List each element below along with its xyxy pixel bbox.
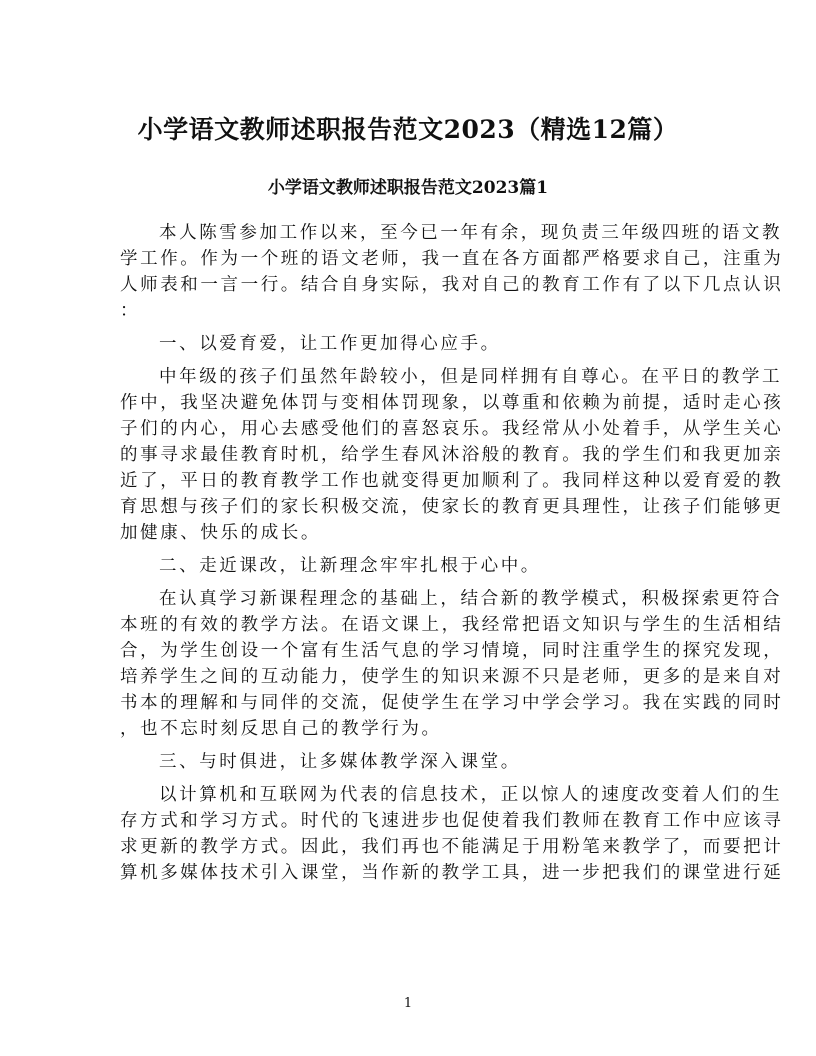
text-line: 子们的内心，用心去感受他们的喜怒哀乐。我经常从小处着手，从学生关心 xyxy=(120,419,784,439)
paragraph xyxy=(120,553,700,579)
text-line: 中年级的孩子们虽然年龄较小，但是同样拥有自尊心。在平日的教学工 xyxy=(159,367,783,387)
text-line: 作中，我坚决避免体罚与变相体罚现象，以尊重和依赖为前提，适时走心孩 xyxy=(120,393,784,413)
text-line: 近了，平日的教育教学工作也就变得更加顺利了。我同样这种以爱育爱的教 xyxy=(120,471,784,491)
page-number: 1 xyxy=(403,996,413,1011)
text-line: 加健康、快乐的成长。 xyxy=(120,523,321,543)
paragraph xyxy=(120,749,700,775)
text-line: 学工作。作为一个班的语文老师，我一直在各方面都严格要求自己，注重为 xyxy=(120,249,784,269)
text-line: 育思想与孩子们的家长积极交流，使家长的教育更具理性，让孩子们能够更 xyxy=(120,497,784,517)
document-body xyxy=(120,220,784,893)
document-title: 小学语文教师述职报告范文2023（精选12篇） xyxy=(137,115,679,144)
text-line: 一、以爱育爱，让工作更加得心应手。 xyxy=(159,334,501,354)
text-line: 人师表和一言一行。结合自身实际，我对自己的教育工作有了以下几点认识 xyxy=(120,275,784,295)
text-line: 三、与时俱进，让多媒体教学深入课堂。 xyxy=(159,752,521,772)
paragraph xyxy=(120,586,784,742)
text-line: 存方式和学习方式。时代的飞速进步也促使着我们教师在教育工作中应该寻 xyxy=(120,811,784,831)
paragraph xyxy=(120,364,784,546)
paragraph xyxy=(120,220,784,324)
text-line: 的事寻求最佳教育时机，给学生春风沐浴般的教育。我的学生们和我更加亲 xyxy=(120,445,784,465)
text-line: 以计算机和互联网为代表的信息技术，正以惊人的速度改变着人们的生 xyxy=(159,785,783,805)
text-line: 求更新的教学方式。因此，我们再也不能满足于用粉笔来教学了，而要把计 xyxy=(120,837,784,857)
text-line: 合，为学生创设一个富有生活气息的学习情境，同时注重学生的探究发现， xyxy=(120,641,784,661)
text-line: 书本的理解和与同伴的交流，促使学生在学习中学会学习。我在实践的同时 xyxy=(120,693,784,713)
text-line: ，也不忘时刻反思自己的教学行为。 xyxy=(120,719,442,739)
text-line: 二、走近课改，让新理念牢牢扎根于心中。 xyxy=(159,556,541,576)
text-line: 算机多媒体技术引入课堂，当作新的教学工具，进一步把我们的课堂进行延 xyxy=(120,863,784,883)
text-line: 本班的有效的教学方法。在语文课上，我经常把语文知识与学生的生活相结 xyxy=(120,615,784,635)
text-line: 本人陈雪参加工作以来，至今已一年有余，现负责三年级四班的语文教 xyxy=(159,223,783,243)
paragraph xyxy=(120,331,700,357)
paragraph xyxy=(120,782,784,886)
section-heading: 小学语文教师述职报告范文2023篇1 xyxy=(267,178,549,198)
text-line: 在认真学习新课程理念的基础上，结合新的教学模式，积极探索更符合 xyxy=(159,589,783,609)
text-line: 培养学生之间的互动能力，使学生的知识来源不只是老师，更多的是来自对 xyxy=(120,667,784,687)
text-line: ： xyxy=(120,301,141,321)
